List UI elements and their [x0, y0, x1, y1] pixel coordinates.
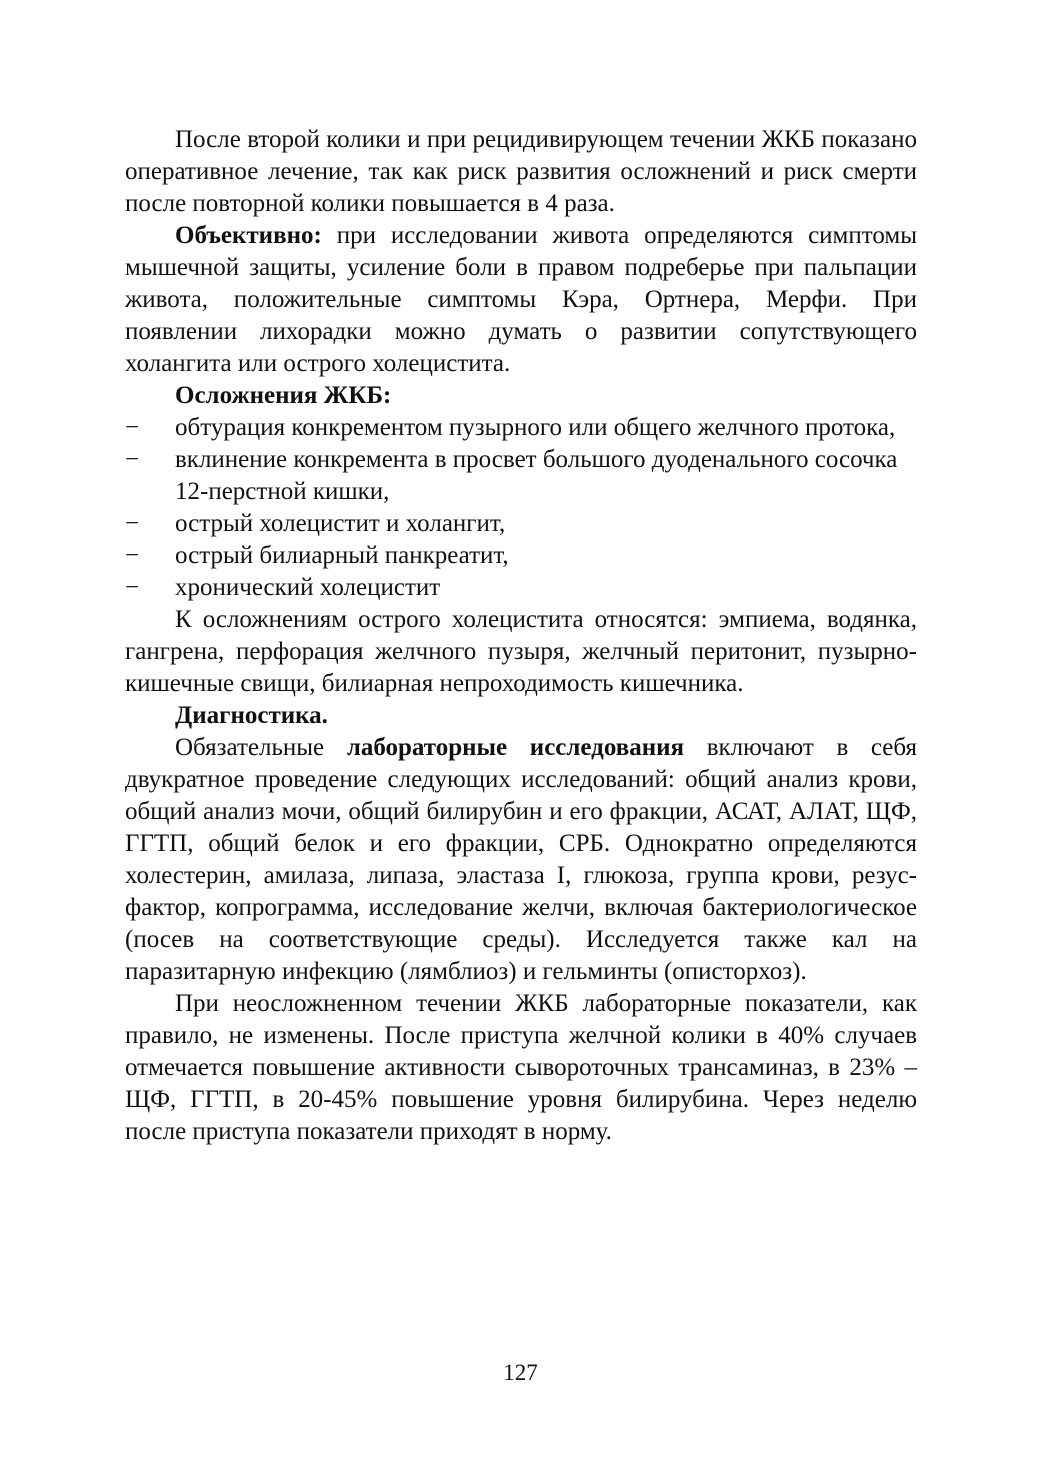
list-item-text: хронический холецистит — [175, 574, 441, 601]
dash-bullet: − — [125, 510, 140, 537]
lab-paragraph — [125, 732, 917, 988]
list-item-text: острый холецистит и холангит, — [175, 510, 506, 537]
uncomplicated-paragraph: При неосложненном течении ЖКБ лабораторные показатели, как правило, не изменены. После приступа желчной колики в 40% случаев отмечается повышение активности сывороточных трансаминаз, в 23% – ЩФ, ГГТП, в 20-45% повышение уровня билирубина. Через неделю после приступа показатели приходят в норму. — [125, 990, 917, 1145]
list-item — [125, 412, 917, 444]
dash-bullet: − — [125, 574, 140, 601]
lab-text-after: включают в себя двукратное проведение следующих исследований: общий анализ крови, общий анализ мочи, общий билирубин и его фракции, АСАТ, АЛАТ, ЩФ, ГГТП, общий белок и его фракции, СРБ. Однократно определяются холестерин, амилаза, липаза, эластаза I, глюкоза, группа крови, резус-фактор, копрограмма, исследование желчи, включая бактериологическое (посев на соответствующие среды). Исследуется также кал на паразитарную инфекцию (лямблиоз) и гельминты (описторхоз). — [125, 734, 917, 985]
list-item — [125, 508, 917, 540]
lab-text-bold: лабораторные исследования — [346, 734, 685, 761]
objective-text: при исследовании живота определяются симптомы мышечной защиты, усиление боли в правом подреберье при пальпации живота, положительные симптомы Кэра, Ортнера, Мерфи. При появлении лихорадки можно думать о развитии сопутствующего холангита или острого холецистита. — [125, 222, 917, 377]
complications-heading: Осложнения ЖКБ: — [175, 382, 392, 409]
diagnostics-heading: Диагностика. — [175, 702, 328, 729]
complications-list — [125, 412, 917, 604]
list-item — [125, 444, 917, 508]
list-item-text: острый билиарный панкреатит, — [175, 542, 509, 569]
objective-paragraph — [125, 220, 917, 380]
page-body — [125, 124, 917, 1148]
dash-bullet: − — [125, 542, 140, 569]
dash-bullet: − — [125, 414, 140, 441]
list-item — [125, 540, 917, 572]
list-item-text: обтурация конкрементом пузырного или общего желчного протока, — [175, 414, 896, 441]
objective-label: Объективно: — [175, 222, 322, 249]
acute-complications-paragraph: К осложнениям острого холецистита относятся: эмпиема, водянка, гангрена, перфорация желчного пузыря, желчный перитонит, пузырно-кишечные свищи, билиарная непроходимость кишечника. — [125, 606, 917, 697]
list-item — [125, 572, 917, 604]
list-item-text: вклинение конкремента в просвет большого дуоденального сосочка 12-перстной кишки, — [175, 446, 898, 505]
lab-text-before: Обязательные — [175, 734, 347, 761]
page-number: 127 — [503, 1360, 538, 1385]
dash-bullet: − — [125, 446, 140, 473]
intro-paragraph: После второй колики и при рецидивирующем течении ЖКБ показано оперативное лечение, так как риск развития осложнений и риск смерти после повторной колики повышается в 4 раза. — [125, 126, 917, 217]
